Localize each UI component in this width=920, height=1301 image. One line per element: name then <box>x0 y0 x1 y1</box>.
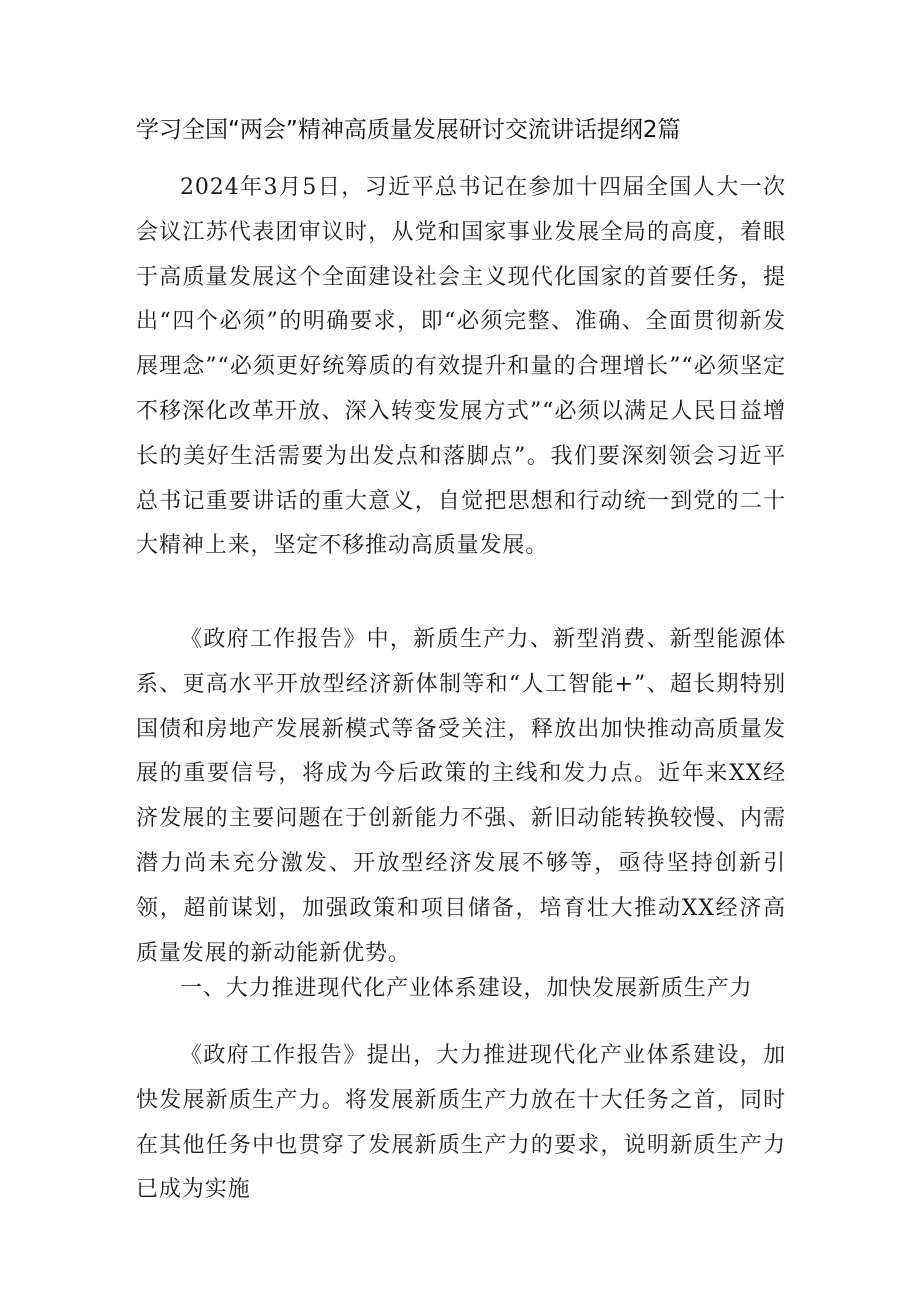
body-paragraph: 《政府工作报告》中，新质生产力、新型消费、新型能源体系、更高水平开放型经济新体制等和“人工智能+”、超长期特别国债和房地产发展新模式等备受关注，释放出加快推动高质量发展的重要信号，将成为今后政策的主线和发力点。近年来XX经济发展的主要问题在于创新能力不强、新旧动能转换较慢、内需潜力尚未充分激发、开放型经济发展不够等，亟待坚持创新引领，超前谋划，加强政策和项目储备，培育壮大推动XX经济高质量发展的新动能新优势。 <box>136 627 786 966</box>
section-heading: 一、大力推进现代化产业体系建设，加快发展新质生产力 <box>180 976 753 1001</box>
body-paragraph: 2024年3月5日，习近平总书记在参加十四届全国人大一次会议江苏代表团审议时，从党和国家事业发展全局的高度，着眼于高质量发展这个全面建设社会主义现代化国家的首要任务，提出“四个必须”的明确要求，即“必须完整、准确、全面贯彻新发展理念”“必须更好统筹质的有效提升和量的合理增长”“必须坚定不移深化改革开放、深入转变发展方式”“必须以满足人民日益增长的美好生活需要为出发点和落脚点”。我们要深刻领会习近平总书记重要讲话的重大意义，自觉把思想和行动统一到党的二十大精神上来，坚定不移推动高质量发展。 <box>136 175 786 559</box>
body-paragraph: 《政府工作报告》提出，大力推进现代化产业体系建设，加快发展新质生产力。将发展新质生产力放在十大任务之首，同时在其他任务中也贯穿了发展新质生产力的要求，说明新质生产力已成为实施 <box>136 1043 786 1203</box>
document-title: 学习全国“两会”精神高质量发展研讨交流讲话提纲2篇 <box>136 117 681 143</box>
